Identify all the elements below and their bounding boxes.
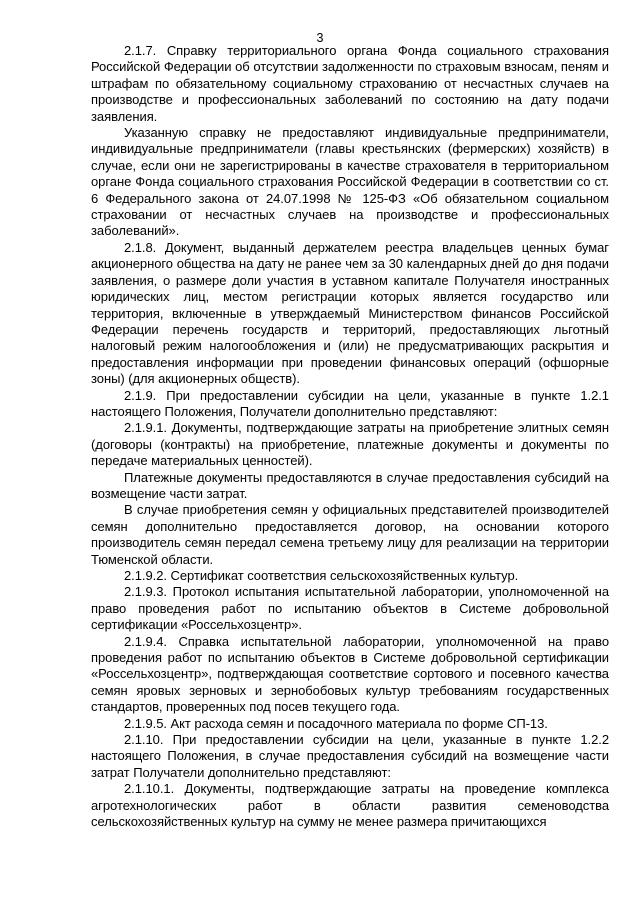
document-body (91, 43, 609, 831)
paragraph-2-1-9: 2.1.9. При предоставлении субсидии на цели, указанные в пункте 1.2.1 настоящего Положения, Получатели дополнительно представляют: (91, 387, 609, 419)
paragraph-2-1-8: 2.1.8. Документ, выданный держателем реестра владельцев ценных бумаг акционерного общества на дату не ранее чем за 30 календарных дней до дня подачи заявления, о размере доли участия в уставном капитале Получателя иностранных юридических лиц, местом регистрации которых является государство или территория, включенные в утверждаемый Министерством финансов Российской Федерации перечень государств и территорий, предоставляющих льготный налоговый режим налогообложения и (или) не предусматривающих раскрытия и предоставления информации при проведении финансовых операций (офшорные зоны) (для акционерных обществ). (91, 239, 609, 387)
paragraph-2-1-10-1: 2.1.10.1. Документы, подтверждающие затраты на проведение комплекса агротехнологических работ в области развития семеноводства сельскохозяйственных культур на сумму не менее размера причитающихся (91, 781, 609, 830)
paragraph-2-1-10: 2.1.10. При предоставлении субсидии на цели, указанные в пункте 1.2.2 настоящего Положения, в случае предоставления субсидий на возмещение части затрат Получатели дополнительно представляют: (91, 732, 609, 780)
paragraph-2-1-9-4: 2.1.9.4. Справка испытательной лаборатории, уполномоченной на право проведения работ по испытанию объектов в Системе добровольной сертификации «Россельхозцентр», подтверждающая соответствие сортового и посевного качества семян яровых зерновых и зернобобовых культур требованиям государственных стандартов, проверенных под посев текущего года. (91, 633, 609, 715)
paragraph-2-1-9-3: 2.1.9.3. Протокол испытания испытательной лаборатории, уполномоченной на право проведения работ по испытанию объектов в Системе добровольной сертификации «Россельхозцентр». (91, 584, 609, 633)
paragraph-2-1-9-2: 2.1.9.2. Сертификат соответствия сельскохозяйственных культур. (124, 568, 519, 583)
paragraph-certificate-exemption: Указанную справку не предоставляют индивидуальные предприниматели, индивидуальные предприниматели (главы крестьянских (фермерских) хозяйств) в случае, если они не зарегистрированы в качестве страхователя в территориальном органе Фонда социального страхования Российской Федерации в соответствии со ст. 6 Федерального закона от 24.07.1998 № 125-ФЗ «Об обязательном социальном страховании от несчастных случаев на производстве и профессиональных заболеваний». (91, 125, 609, 239)
paragraph-2-1-9-5: 2.1.9.5. Акт расхода семян и посадочного материала по форме СП-13. (124, 715, 548, 731)
paragraph-2-1-7: 2.1.7. Справку территориального органа Фонда социального страхования Российской Федерации об отсутствии задолженности по страховым взносам, пеням и штрафам по обязательному социальному страхованию от несчастных случаев на производстве и профессиональных заболеваний по состоянию на дату подачи заявления. (91, 43, 609, 124)
paragraph-2-1-9-1: 2.1.9.1. Документы, подтверждающие затраты на приобретение элитных семян (договоры (контракты) на приобретение, платежные документы и документы по передаче материальных ценностей). (91, 420, 609, 469)
paragraph-payment-documents: Платежные документы предоставляются в случае предоставления субсидий на возмещение части затрат. (91, 469, 609, 501)
paragraph-official-representatives: В случае приобретения семян у официальных представителей производителей семян дополнительно предоставляется договор, на основании которого производитель семян передал семена третьему лицу для реализации на территории Тюменской области. (91, 502, 609, 567)
page-number: 3 (316, 31, 324, 45)
